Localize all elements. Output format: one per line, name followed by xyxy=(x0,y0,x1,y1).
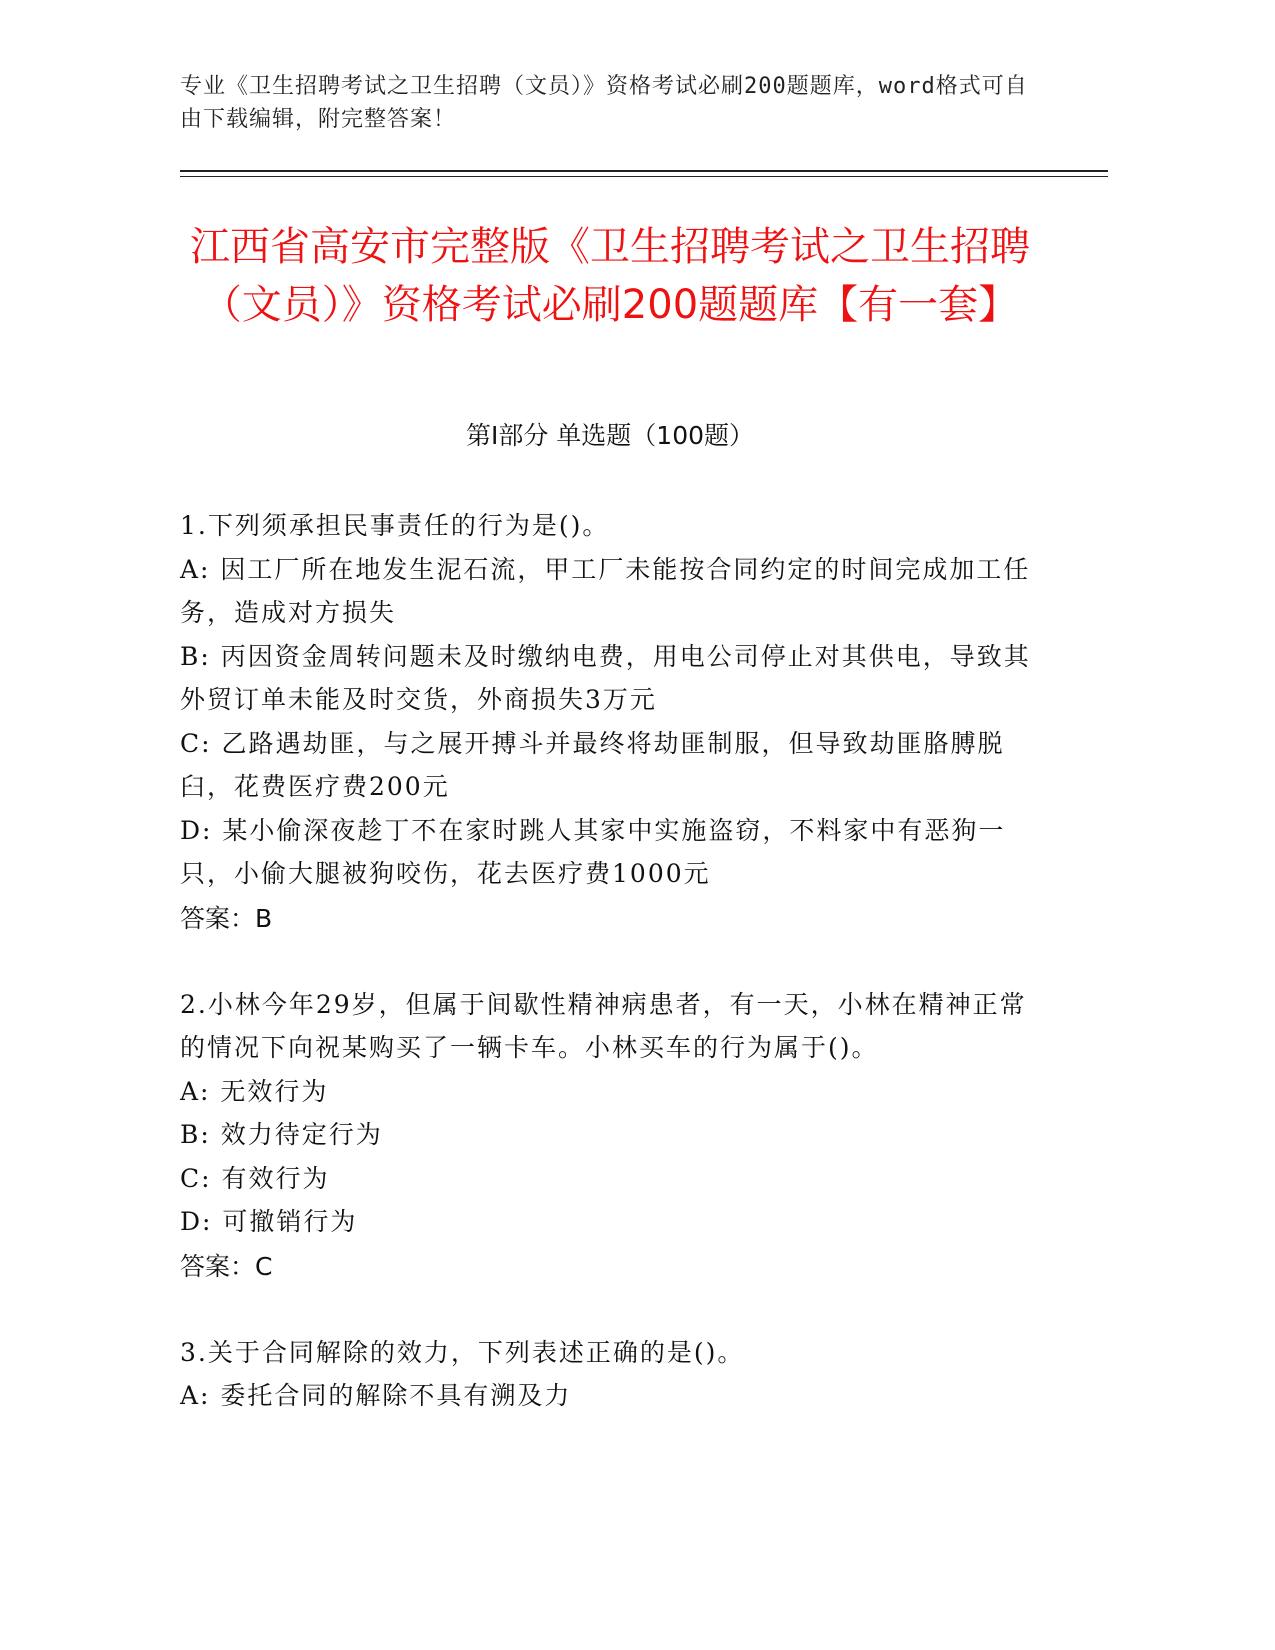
option-d: D: 可撤销行为 xyxy=(180,1207,358,1236)
option-b: B: 效力待定行为 xyxy=(180,1120,383,1149)
question-stem: 3.关于合同解除的效力，下列表述正确的是()。 xyxy=(180,1337,745,1367)
question-stem: 1.下列须承担民事责任的行为是()。 xyxy=(180,511,610,540)
answer: 答案：B xyxy=(180,903,273,933)
header-divider-thick xyxy=(180,170,1108,172)
option-c: C: 乙路遇劫匪，与之展开搏斗并最终将劫匪制服，但导致劫匪胳膊脱臼，花费医疗费200元 xyxy=(180,728,1005,801)
option-a: A: 委托合同的解除不具有溯及力 xyxy=(180,1381,572,1410)
option-a: A: 因工厂所在地发生泥石流，甲工厂未能按合同约定的时间完成加工任务，造成对方损失 xyxy=(180,554,1031,627)
question-list xyxy=(180,504,1040,1460)
option-a: A: 无效行为 xyxy=(180,1076,329,1106)
option-d: D: 某小偷深夜趁丁不在家时跳人其家中实施盗窃，不料家中有恶狗一只，小偷大腿被狗咬伤，花去医疗费1000元 xyxy=(180,815,1006,888)
header-note: 专业《卫生招聘考试之卫生招聘（文员）》资格考试必刷200题题库，word格式可自由下载编辑，附完整答案！ xyxy=(180,74,1028,132)
question-1 xyxy=(180,504,1040,941)
section-title: 第I部分 单选题（100题） xyxy=(465,421,755,450)
option-c: C: 有效行为 xyxy=(180,1163,330,1193)
document-title: 江西省高安市完整版《卫生招聘考试之卫生招聘（文员）》资格考试必刷200题题库【有一套】 xyxy=(190,224,1030,328)
question-stem: 2.小林今年29岁，但属于间歇性精神病患者，有一天，小林在精神正常的情况下向祝某购买了一辆卡车。小林买车的行为属于()。 xyxy=(180,989,1027,1062)
option-b: B: 丙因资金周转问题未及时缴纳电费，用电公司停止对其供电，导致其外贸订单未能及时交货，外商损失3万元 xyxy=(180,641,1031,714)
answer: 答案：C xyxy=(180,1251,273,1281)
question-2 xyxy=(180,983,1040,1289)
question-3 xyxy=(180,1331,1040,1418)
header-divider-thin xyxy=(180,176,1108,177)
